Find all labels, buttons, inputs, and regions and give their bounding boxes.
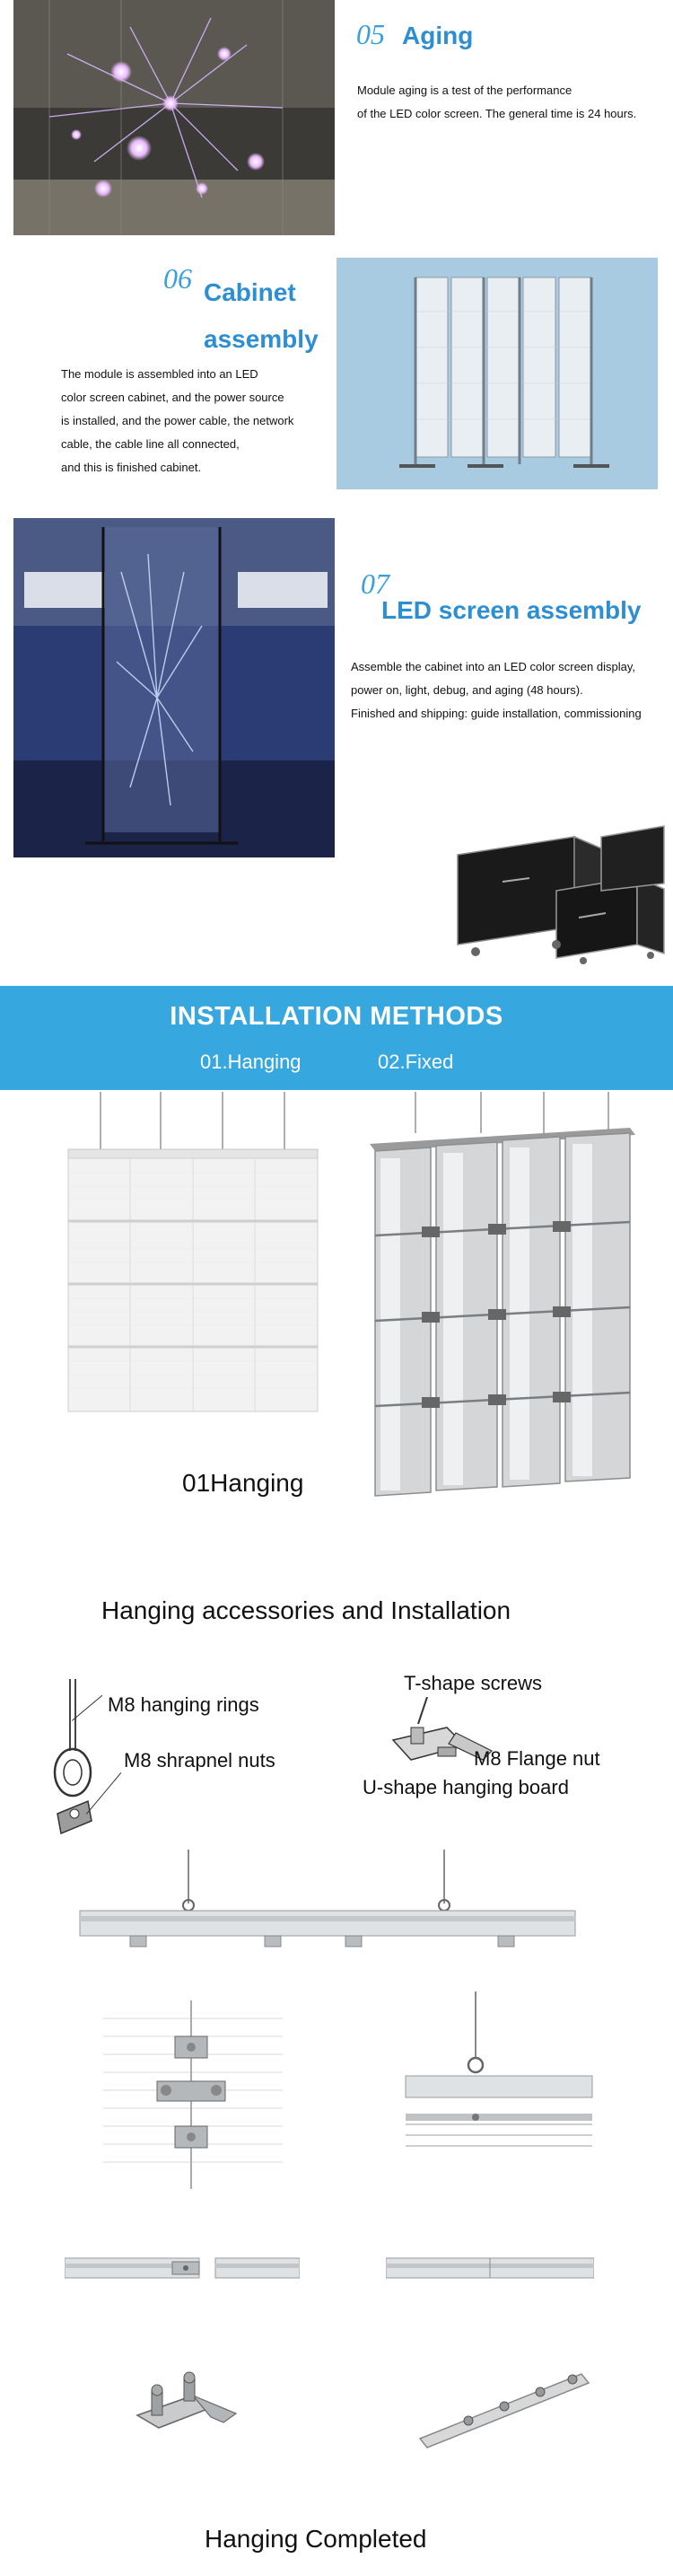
hanging-completed-caption: Hanging Completed [205,2525,427,2553]
hanging-screen-image [63,1092,323,1415]
connector-grid-image [103,2000,283,2189]
installation-banner [0,986,673,1090]
rail-bolt-part-image [415,2361,594,2451]
aging-photo [13,0,335,235]
hanging-caption: 01Hanging [182,1469,304,1497]
step-05-text: Module aging is a test of the performance of the LED color screen. The general time is 24 hours. [357,84,637,120]
label-hanging-rings: M8 hanging rings [108,1693,259,1716]
led-screen-photo [13,518,335,857]
step-05-number: 05 [356,18,385,50]
step-07-title: LED screen assembly [381,596,642,624]
rail-joint-left-image [65,2249,300,2285]
step-07-text: Assemble the cabinet into an LED color screen display, power on, light, debug, and aging (48 hours). Finished and shipping: guide installation, commissioning [351,660,642,720]
step-06-number: 06 [163,262,192,295]
accessories-heading: Hanging accessories and Installation [101,1596,511,1624]
installation-title: INSTALLATION METHODS [170,1002,503,1031]
hook-detail-image [402,1991,595,2171]
bracket-part-image [130,2370,247,2442]
label-u-shape-board: U-shape hanging board [363,1776,569,1798]
rail-joint-right-image [386,2249,594,2285]
cabinet-photo [336,258,658,489]
step-05-title: Aging [402,22,474,49]
step-06-title-line2: assembly [204,325,319,353]
label-shrapnel-nuts: M8 shrapnel nuts [124,1749,275,1772]
step-07-number: 07 [361,567,389,600]
step-06-text: The module is assembled into an LED color screen cabinet, and the power source is installed, and the power cable, the network cable, the cable line all connected, and this is finished cabinet. [61,367,294,474]
fixed-screen-image [368,1092,637,1503]
hanging-rail-image [76,1850,579,1957]
label-t-shape-screws: T-shape screws [404,1672,543,1694]
method-hanging: 01.Hanging [200,1051,302,1073]
label-flange-nut: M8 Flange nut [474,1747,600,1770]
step-06-title-line1: Cabinet [204,278,296,306]
flight-case-photo [449,819,669,964]
method-fixed: 02.Fixed [378,1051,454,1073]
